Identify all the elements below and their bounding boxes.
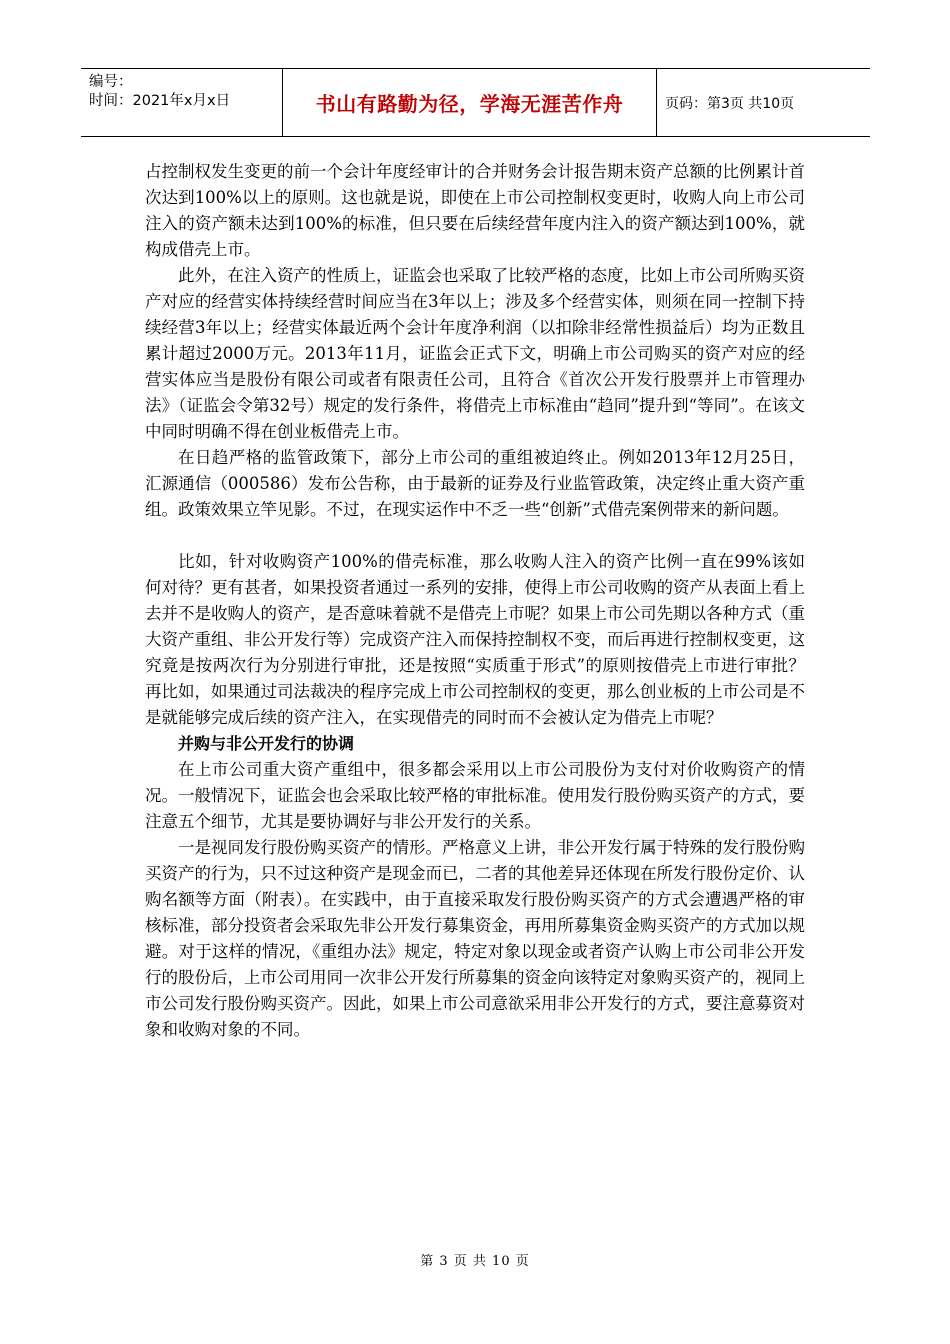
body-paragraph: 一是视同发行股份购买资产的情形。严格意义上讲，非公开发行属于特殊的发行股份购买资产的行为，只不过这种资产是现金而已，二者的其他差异还体现在所发行股份定价、认购名额等方面（附表）。在实践中，由于直接采取发行股份购买资产的方式会遭遇严格的审核标准，部分投资者会采取先非公开发行募集资金，再用所募集资金购买资产的方式加以规避。对于这样的情况，《重组办法》规定，特定对象以现金或者资产认购上市公司非公开发行的股份后，上市公司用同一次非公开发行所募集的资金向该特定对象购买资产的，视同上市公司发行股份购买资产。因此，如果上市公司意欲采用非公开发行的方式，要注意募资对象和收购对象的不同。 [145, 838, 805, 1039]
page-footer: 第 3 页 共 10 页 [420, 1254, 530, 1269]
body-paragraph: 占控制权发生变更的前一个会计年度经审计的合并财务会计报告期末资产总额的比例累计首次达到100%以上的原则。这也就是说，即使在上市公司控制权变更时，收购人向上市公司注入的资产额未达到100%的标准，但只要在后续经营年度内注入的资产额达到100%，就构成借壳上市。 [145, 162, 805, 259]
header-meta [81, 69, 283, 136]
document-number-label: 编号： [89, 74, 133, 90]
header-table [81, 68, 870, 137]
body-paragraph: 此外，在注入资产的性质上，证监会也采取了比较严格的态度，比如上市公司所购买资产对应的经营实体持续经营时间应当在3年以上；涉及多个经营实体，则须在同一控制下持续经营3年以上；经营实体最近两个会计年度净利润（以扣除非经常性损益后）均为正数且累计超过2000万元。2013年11月，证监会正式下文，明确上市公司购买的资产对应的经营实体应当是股份有限公司或者有限责任公司，且符合《首次公开发行股票并上市管理办法》（证监会令第32号）规定的发行条件，将借壳上市标准由“趋同”提升到“等同”。在该文中同时明确不得在创业板借壳上市。 [145, 266, 805, 441]
body-paragraph: 在上市公司重大资产重组中，很多都会采用以上市公司股份为支付对价收购资产的情况。一般情况下，证监会也会采取比较严格的审批标准。使用发行股份购买资产的方式，要注意五个细节，尤其是要协调好与非公开发行的关系。 [145, 760, 805, 831]
document-body [145, 159, 805, 1043]
body-paragraph: 在日趋严格的监管政策下，部分上市公司的重组被迫终止。例如2013年12月25日，汇源通信（000586）发布公告称，由于最新的证券及行业监管政策，决定终止重大资产重组。政策效果立竿见影。不过，在现实运作中不乏一些“创新”式借壳案例带来的新问题。 [145, 448, 805, 519]
document-time-label: 时间：2021年x月x日 [89, 93, 231, 109]
section-heading: 并购与非公开发行的协调 [178, 734, 355, 753]
header-page-number: 页码：第3页 共10页 [665, 95, 795, 112]
body-paragraph: 比如，针对收购资产100%的借壳标准，那么收购人注入的资产比例一直在99%该如何对待？更有甚者，如果投资者通过一系列的安排，使得上市公司收购的资产从表面上看上去并不是收购人的资产，是否意味着就不是借壳上市呢？如果上市公司先期以各种方式（重大资产重组、非公开发行等）完成资产注入而保持控制权不变，而后再进行控制权变更，这究竟是按两次行为分别进行审批，还是按照“实质重于形式”的原则按借壳上市进行审批？再比如，如果通过司法裁决的程序完成上市公司控制权的变更，那么创业板的上市公司是不是就能够完成后续的资产注入，在实现借壳的同时而不会被认定为借壳上市呢？ [145, 552, 805, 727]
header-motto: 书山有路勤为径，学海无涯苦作舟 [283, 69, 657, 136]
